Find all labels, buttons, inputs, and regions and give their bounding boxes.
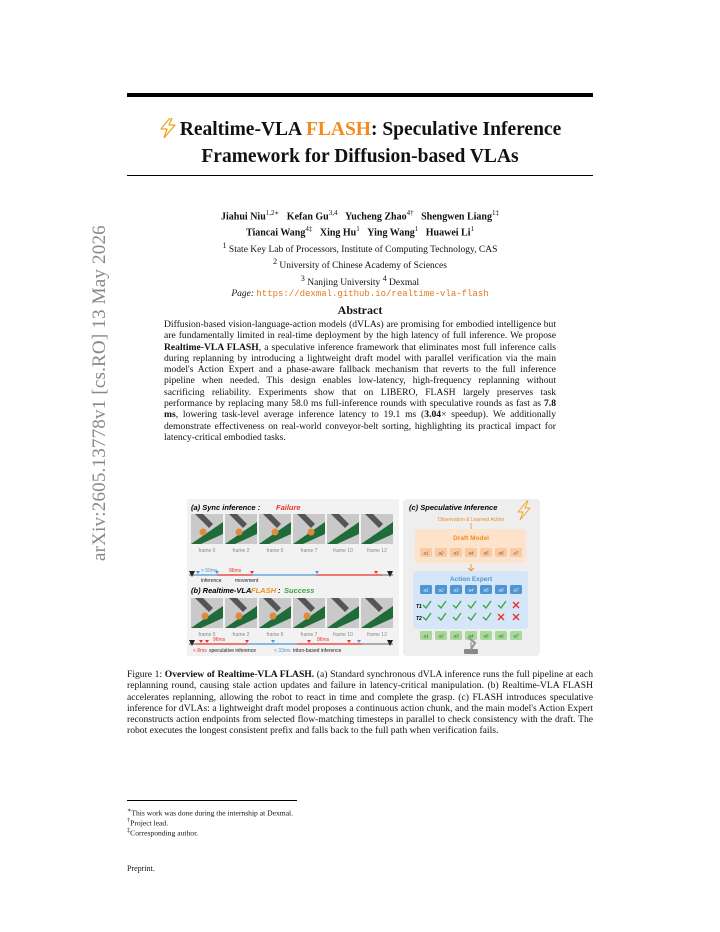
abstract-body: Diffusion-based vision-language-action models (dVLAs) are promising for embodied intelligence but are fundamentally limited in real-time deployment by the high latency of full inference. We propose Realtime-VLA FLASH, a speculative inference framework that eliminates most full inference calls during replanning by introducing a lightweight draft model with parallel verification via the main model's Action Expert and a phase-aware fallback mechanism that reverts to the full inference pipeline when needed. This design enables low-latency, high-frequency replanning without sacrificing reliability. Experiments show that on LIBERO, FLASH largely preserves task performance by replacing many 58.0 ms full-inference rounds with speculative rounds as fast as 7.8 ms, lowering task-level average inference latency to 19.1 ms (3.04× speedup). We additionally demonstrate effectiveness on real-world conveyor-belt sorting, highlighting its practical impact for latency-critical embodied tasks. <box>164 319 556 443</box>
author-name: Tiancai Wang <box>245 227 306 239</box>
frame-label: frame 5 <box>266 548 284 554</box>
action-token-label: a3 <box>453 550 459 556</box>
legend-b-3: < 33ms <box>274 648 291 654</box>
title-part1: Realtime-VLA <box>179 119 306 140</box>
title-rule-top <box>127 93 593 97</box>
action-token-label: a6 <box>498 587 504 593</box>
action-token-label: a5 <box>483 587 489 593</box>
abstract-heading: Abstract <box>337 303 383 317</box>
action-token-label: a1 <box>423 587 429 593</box>
action-token-label: a2 <box>438 633 444 639</box>
video-frame <box>327 598 359 628</box>
video-frame <box>361 514 393 544</box>
draft-model-label: Draft Model <box>453 535 489 542</box>
author-name: Huawei Li <box>425 227 471 239</box>
timing-b-2: 96ms <box>317 637 330 643</box>
timing-b-1: 96ms <box>213 637 226 643</box>
frame-label: frame 10 <box>333 632 353 638</box>
action-token-label: a7 <box>513 633 519 639</box>
frame-label: frame 7 <box>300 632 318 638</box>
arxiv-stamp: arXiv:2605.13778v1 [cs.RO] 13 May 2026 <box>89 225 110 561</box>
affiliation-3: Nanjing University <box>307 278 381 289</box>
legend-b-4: triton-based inference <box>293 648 342 654</box>
author-name: Ying Wang <box>367 227 415 239</box>
video-frame <box>361 598 393 628</box>
footnote-rule <box>127 800 297 801</box>
panel-b-label: (b) Realtime-VLA <box>191 586 252 595</box>
figure-caption: Figure 1: Overview of Realtime-VLA FLASH. (a) Standard synchronous dVLA inference runs the full pipeline at each replanning round, causing stale action updates and failure in latency-critical manipulation. (b) Realtime-VLA FLASH accelerates replanning, allowing the robot to react in time and complete the grasp. (c) FLASH introduces speculative inference for dVLAs: a lightweight draft model proposes a continuous action chunk, and the main model's Action Expert reconstructs action endpoints from selected flow-matching timesteps in parallel to check consistency with the draft. The robot executes the longest consistent prefix and falls back to the full path when verification fails. <box>127 669 593 737</box>
author-line-2: Tiancai Wang$^{4\ddagger}$ Xing Hu$^1$ Ying Wang$^1$ Huawei Li$^1$ <box>245 225 475 239</box>
title-line2: Framework for Diffusion-based VLAs <box>201 146 519 167</box>
figure-1-svg <box>187 497 540 660</box>
t1-label: T1 <box>416 604 422 610</box>
author-name: Shengwen Liang <box>421 211 492 223</box>
frame-label: frame 2 <box>232 632 250 638</box>
video-frame <box>259 514 291 544</box>
author-line-1: Jiahui Niu$^{1,2∗}$ Kefan Gu$^{3,4}$ Yucheng Zhao$^{4\dagger}$ Shengwen Liang$^{1\ddagger}$ <box>221 209 499 223</box>
action-token-label: a2 <box>438 587 444 593</box>
author-name: Kefan Gu <box>286 211 329 223</box>
legend-b-1: < 8ms <box>193 648 207 654</box>
frame-label: frame 2 <box>232 548 250 554</box>
author-name: Xing Hu <box>319 227 357 239</box>
action-token-label: a1 <box>423 633 429 639</box>
video-frame <box>293 514 325 544</box>
action-token-label: a4 <box>468 633 474 639</box>
legend-b-2: speculative inference <box>209 648 256 654</box>
legend-a-1: inference <box>201 578 222 584</box>
frame-label: frame 5 <box>266 632 284 638</box>
preprint-label: Preprint. <box>127 864 155 873</box>
footnote-1: ∗This work was done during the internship at Dexmal. <box>127 807 294 818</box>
expert-tokens <box>420 585 522 594</box>
figure-1 <box>187 497 540 660</box>
action-token-label: a7 <box>513 550 519 556</box>
action-token-label: a3 <box>453 587 459 593</box>
video-frame <box>225 598 257 628</box>
frame-label: frame 10 <box>333 548 353 554</box>
t2-label: T2 <box>416 616 422 622</box>
footnote-3: ‡Corresponding author. <box>127 827 199 838</box>
video-frame <box>191 514 223 544</box>
draft-tokens <box>420 548 522 557</box>
video-frame <box>259 598 291 628</box>
author-name: Jiahui Niu <box>221 211 266 223</box>
action-token-label: a3 <box>453 633 459 639</box>
action-token-label: a2 <box>438 550 444 556</box>
title-highlight: FLASH <box>305 119 371 140</box>
frame-label: frame 0 <box>198 632 216 638</box>
action-token-label: a6 <box>498 550 504 556</box>
action-token-label: a6 <box>498 633 504 639</box>
title-rule-bottom <box>127 175 593 176</box>
panel-c-label: (c) Speculative Inference <box>409 503 498 512</box>
video-frame <box>191 598 223 628</box>
panel-b-colon: : <box>278 586 281 595</box>
frame-label: frame 7 <box>300 548 318 554</box>
paper-title <box>127 118 593 169</box>
affiliation-4: Dexmal <box>389 278 420 289</box>
video-frame <box>293 598 325 628</box>
author-name: Yucheng Zhao <box>345 211 407 223</box>
affiliation-1: State Key Lab of Processors, Institute of Computing Technology, CAS <box>228 245 498 256</box>
footnote-2: †Project lead. <box>127 817 169 828</box>
action-token-label: a5 <box>483 633 489 639</box>
timing-a-1: > 50ms <box>201 568 218 574</box>
frame-label: frame 0 <box>198 548 216 554</box>
timing-a-2: 96ms <box>229 568 242 574</box>
frame-label: frame 12 <box>367 548 387 554</box>
action-token-label: a4 <box>468 587 474 593</box>
panel-b-status: Success <box>284 586 315 595</box>
project-page-link[interactable]: https://dexmal.github.io/realtime-vla-flash <box>256 289 489 300</box>
frame-label: frame 12 <box>367 632 387 638</box>
legend-a-2: movement <box>235 578 259 584</box>
action-token-label: a1 <box>423 550 429 556</box>
author-block <box>127 207 593 240</box>
video-frame <box>327 514 359 544</box>
action-expert-label: Action Expert <box>449 576 493 583</box>
panel-b-flash: FLASH <box>251 586 276 595</box>
page-label: Page: <box>231 289 255 300</box>
obs-label: Observation & Learned Action <box>437 517 505 523</box>
panel-a-label: (a) Sync inference : <box>191 503 261 512</box>
lightning-bolt-icon <box>159 118 177 145</box>
action-token-label: a7 <box>513 587 519 593</box>
title-part2: : Speculative Inference <box>370 119 562 140</box>
action-token-label: a4 <box>468 550 474 556</box>
affiliations: $^1$ State Key Lab of Processors, Institute of Computing Technology, CAS $^2$ University of Chinese Academy of Sciences $^3$ Nanjing University $^4$ Dexmal Page: https://dexmal.github.io/realtime-vla-flash <box>222 241 498 300</box>
panel-a-status: Failure <box>276 503 301 512</box>
affiliation-2: University of Chinese Academy of Sciences <box>279 261 447 272</box>
video-frame <box>225 514 257 544</box>
action-token-label: a5 <box>483 550 489 556</box>
